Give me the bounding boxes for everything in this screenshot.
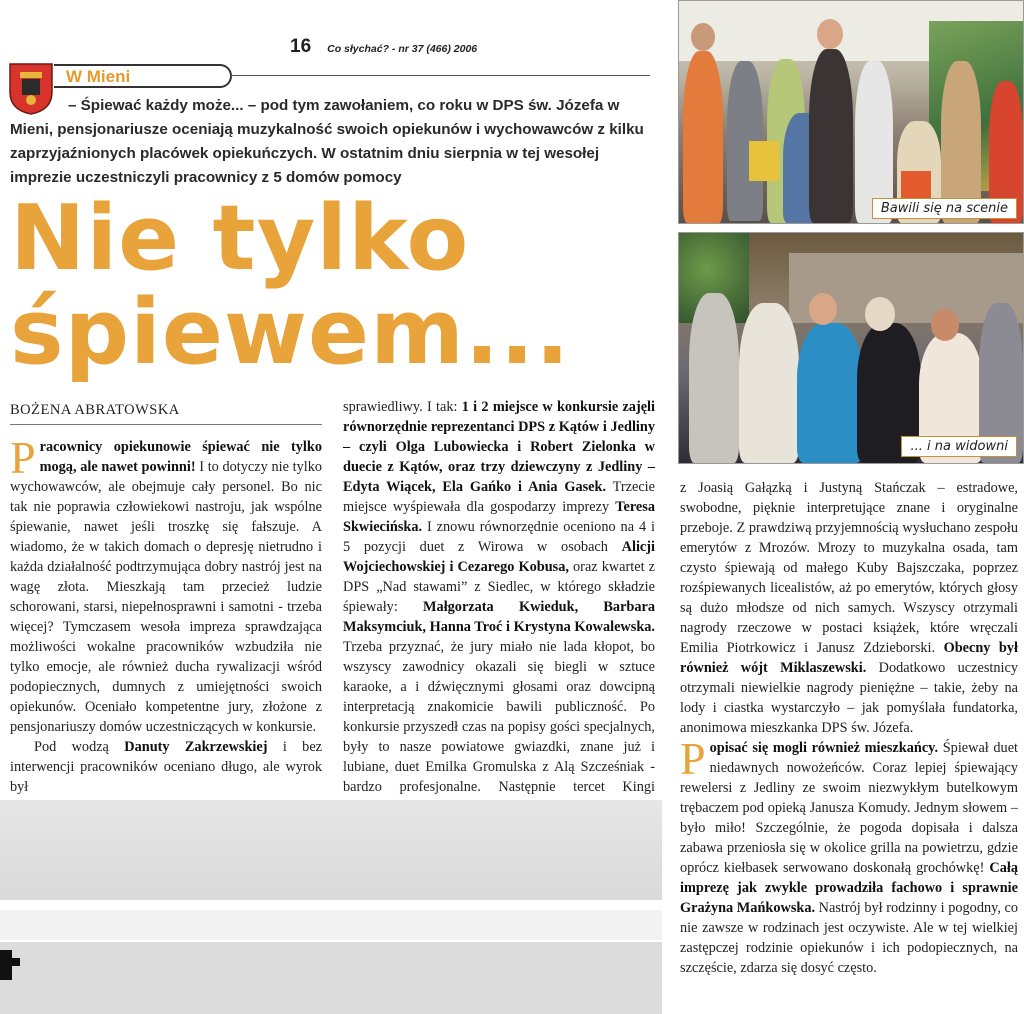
col2-text: I znowu równorzędnie oceniono na 4 i 5 pozycji duet z Wirowa w osobach <box>343 519 655 555</box>
scan-margin <box>0 800 662 900</box>
col3-text: Nastrój był rodzinny i pogodny, co nie zawsze w rodzinach jest oczywiste. Ale w tej wielkiej zastępczej rodzinie opiekunów i ich podopiecznych, na szczęście, zdarza się dosyć często. <box>680 900 1018 976</box>
article-headline <box>10 186 650 385</box>
photo-stage <box>678 0 1024 224</box>
col2-winners: 1 i 2 miejsce w konkursie zajęli równorzędnie reprezentanci DPS z Kątów i Jedliny – czyli Olga Lubowiecka i Robert Zielonka w duecie z Kątów, oraz trzy dziewczyny z Jedliny – Edyta Wiącek, Ela Gańko i Ania Gasek. <box>343 399 655 495</box>
col1-paragraph-1: I to dotyczy nie tylko wychowawców, ale obejmuje cały personel. Bo nic tak nie poprawia człowiekowi nastroju, jak wspólne śpiewanie, nawet jeśli troszkę się fałszuje. A wiadomo, że w takich domach o depresję nietrudno i każda działalność podtrzymująca dobry nastrój jest na wagę złota. Mieszkają tam przecież ludzie schorowani, starsi, niepełnosprawni i samotni - trzeba więcej? Tymczasem wesoła impreza sprawdzająca możliwości wokalne pracowników wzbudziła nie tylko emocje, ale również ducha rywalizacji wśród podopiecznych, dumnych z umiejętności swoich opiekunów. Oceniało kompetentne jury, złożone z pensjonariuszy domów uczestniczących w konkursie. <box>10 459 322 735</box>
col1-paragraph-2: Pod wodzą <box>34 739 125 755</box>
dropcap: P <box>680 733 706 784</box>
scan-mark <box>0 958 20 966</box>
section-tab: W Mieni <box>54 64 232 88</box>
lead-text: – Śpiewać każdy może... – pod tym zawołaniem, co roku w DPS św. Józefa w Mieni, pensjonariusze oceniają muzykalność swoich opiekunów i wychowawców z kilku zaprzyjaźnionych placówek opiekuńczych. W ostatnim dniu sierpnia w tej wesołej imprezie uczestniczyli pracownicy z 5 domów pomocy <box>10 97 644 186</box>
col3-host: Całą imprezę jak zwykle prowadziła fachowo i sprawnie Grażyna Mańkowska. <box>680 860 1018 916</box>
col1-paragraph-2-end: i bez interwencji pracowników oceniano długo, ale wyrok był <box>10 739 323 795</box>
col2-text: sprawiedliwy. I tak: <box>343 399 462 415</box>
col3-residents: opisać się mogli również mieszkańcy. <box>709 740 939 756</box>
page-number: 16 <box>290 36 312 57</box>
issue-label: Co słychać? - nr 37 (466) 2006 <box>327 43 478 55</box>
dropcap: P <box>10 432 36 483</box>
col2-duet: Alicji Wojciechowskiej i Cezarego Kobusa, <box>343 539 655 575</box>
col3-text: Dodatkowo uczestnicy otrzymali niewielkie nagrody pieniężne – takie, żeby na lody i ciastka wystarczyło – jak pomyślała fundatorka, anonimowa mieszkanka DPS św. Józefa. <box>680 660 1018 736</box>
col1-name-bold: Danuty Zakrzewskiej <box>124 739 268 755</box>
col2-text: Trzecie miejsce wyśpiewała dla gospodarzy imprezy <box>343 479 655 515</box>
col3-text: z Joasią Gałązką i Justyną Stańczak – estradowe, swobodne, pięknie interpretujące znane i oryginalne przeboje. Z prawdziwą przyjemnością wysłuchano zespołu emerytów z Mrozów. Mrozy to muzykalna osada, tam czysto śpiewają od małego Kuby Bajszczaka, poprzez rozśpiewanych licealistów, aż po emerytów, których głosy są dużo młodsze od nich samych. Wszyscy otrzymali nagrody rzeczowe w postaci książek, które wręczali Emilia Piotrkowicz i Janusz Zdzieborski. <box>680 480 1018 656</box>
page-header <box>290 36 570 58</box>
article-column-1 <box>10 432 323 797</box>
photo-audience <box>678 232 1024 464</box>
byline: BOŻENA ABRATOWSKA <box>10 402 180 418</box>
headline-line-1: Nie tylko <box>10 186 470 291</box>
col2-third-place: Teresa Skwiecińska. <box>343 499 655 535</box>
photo-caption-2: ... i na widowni <box>901 436 1017 457</box>
article-column-2 <box>343 397 655 817</box>
photo-caption-1: Bawili się na scenie <box>872 198 1017 219</box>
col2-text: Trzeba przyznać, że jury miało nie lada kłopot, bo wszyscy zawodnicy okazali się biegli w sztuce karaoke, a i dźwięcznymi głosami oraz dowcipną interpretacją znakomicie bawili publiczność. Po konkursie przyszedł czas na popisy gości specjalnych, były to nasze powiatowe gwiazdki, znane już i lubiane, duet Emilka Gromulska z Alą Szcześniak - bardzo profesjonalne. Następnie tercet Kingi <box>343 639 655 795</box>
article-column-3 <box>680 478 1018 978</box>
headline-line-2: śpiewem... <box>10 280 571 385</box>
col2-text: oraz kwartet z DPS „Nad stawami” z Siedlec, w którego składzie śpiewały: <box>343 559 655 615</box>
section-divider <box>230 75 650 76</box>
col3-mayor: Obecny był również wójt Miklaszewski. <box>680 640 1018 676</box>
scan-margin <box>0 910 662 940</box>
lead-paragraph <box>10 94 650 190</box>
scan-margin <box>0 942 662 1014</box>
col3-text: Śpiewał duet niedawnych nowożeńców. Coraz lepiej śpiewający rewelersi z Jedliny ze swoim niezwykłym butelkowym trębaczem pod opieką Janusza Komudy. Jednym słowem – było miło! Szczególnie, że pogoda dopisała i dalsza zabawa przeniosła się w okolice grilla na powietrzu, gdzie oprócz kiełbasek serwowano doskonałą grochówkę! <box>680 740 1019 876</box>
byline-divider <box>10 424 322 425</box>
col2-quartet: Małgorzata Kwieduk, Barbara Maksymciuk, Hanna Troć i Krystyna Kowalewska. <box>343 599 656 635</box>
col1-intro-bold: racownicy opiekunowie śpiewać nie tylko mogą, ale nawet powinni! <box>39 439 322 475</box>
